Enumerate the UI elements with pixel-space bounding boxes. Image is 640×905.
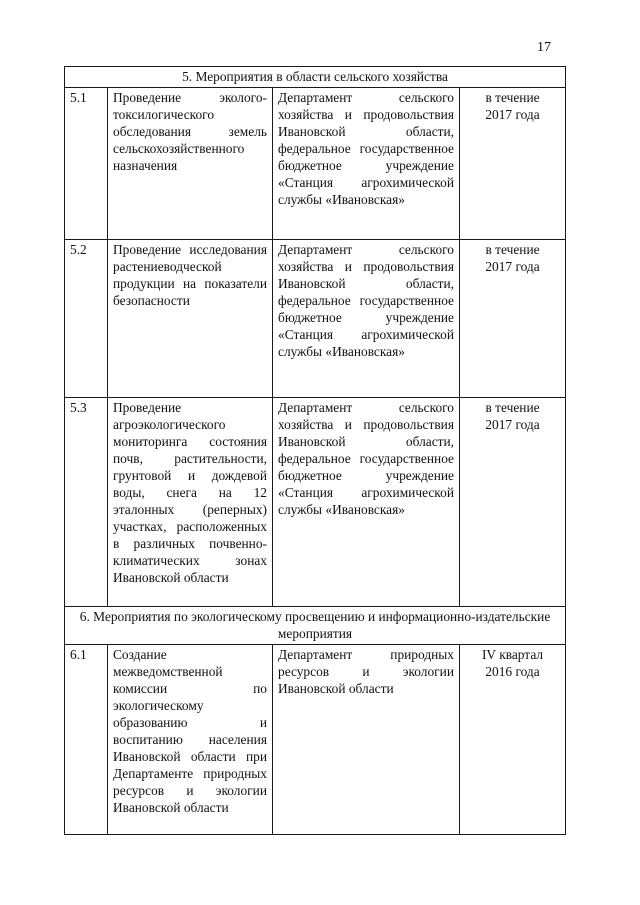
measures-table [64, 66, 566, 835]
term-label: в течение [485, 400, 540, 415]
event-description: Проведение эколого-токсилогического обследования земель сельскохозяйственного назначения [108, 88, 273, 240]
term-year: 2017 года [485, 259, 540, 274]
responsible-executor: Департамент сельского хозяйства и продовольствия Ивановской области, федеральное государственное бюджетное учреждение «Станция агрохимической службы «Ивановская» [273, 88, 460, 240]
row-number: 5.2 [65, 240, 108, 398]
table-row [65, 240, 566, 398]
section-header-row [65, 607, 566, 645]
execution-term [460, 645, 566, 835]
page-number: 17 [537, 40, 551, 55]
table-row [65, 88, 566, 240]
table-row [65, 398, 566, 607]
responsible-executor: Департамент сельского хозяйства и продовольствия Ивановской области, федеральное государственное бюджетное учреждение «Станция агрохимической службы «Ивановская» [273, 240, 460, 398]
term-year: 2017 года [485, 417, 540, 432]
responsible-executor: Департамент природных ресурсов и экологии Ивановской области [273, 645, 460, 835]
responsible-executor: Департамент сельского хозяйства и продовольствия Ивановской области, федеральное государственное бюджетное учреждение «Станция агрохимической службы «Ивановская» [273, 398, 460, 607]
event-description: Проведение исследования растениеводческой продукции на показатели безопасности [108, 240, 273, 398]
section-title: 6. Мероприятия по экологическому просвещению и информационно-издательские мероприятия [65, 607, 566, 645]
event-description: Проведение агроэкологического мониторинга состояния почв, растительности, грунтовой и дождевой воды, снега на 12 эталонных (реперных) участках, расположенных в различных почвенно-климатических зонах Ивановской области [108, 398, 273, 607]
execution-term [460, 398, 566, 607]
section-title: 5. Мероприятия в области сельского хозяйства [65, 67, 566, 88]
section-header-row [65, 67, 566, 88]
term-label: в течение [485, 242, 540, 257]
event-description: Создание межведомственной комиссии по экологическому образованию и воспитанию населения Ивановской области при Департаменте природных ресурсов и экологии Ивановской области [108, 645, 273, 835]
row-number: 5.3 [65, 398, 108, 607]
term-year: 2017 года [485, 107, 540, 122]
row-number: 5.1 [65, 88, 108, 240]
term-label: в течение [485, 90, 540, 105]
execution-term [460, 88, 566, 240]
table-row [65, 645, 566, 835]
term-label: IV квартал [481, 647, 544, 662]
row-number: 6.1 [65, 645, 108, 835]
execution-term [460, 240, 566, 398]
term-year: 2016 года [485, 664, 540, 679]
